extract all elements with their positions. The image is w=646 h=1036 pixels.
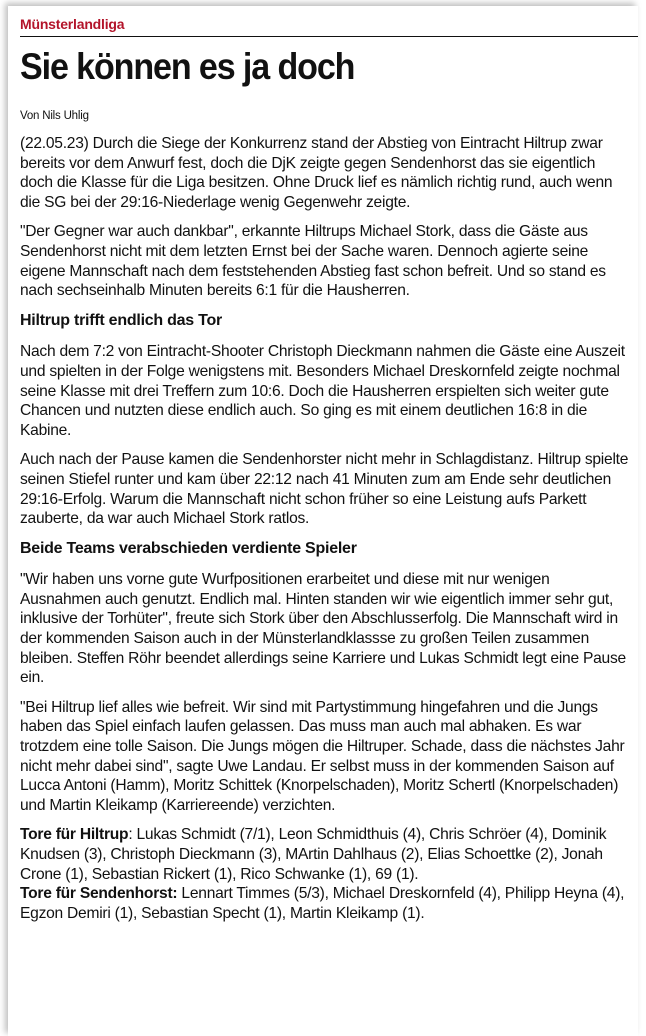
- divider: [20, 36, 638, 37]
- paragraph: Nach dem 7:2 von Eintracht-Shooter Christoph Dieckmann nahmen die Gäste eine Auszeit und spielten in der Folge wenigstens mit. Besonders Michael Dreskornfeld zeigte nochmal seine Klasse mit drei Treffern zum 10:6. Doch die Hausherren erspielten sich weiter gute Chancen und nutzten diese endlich auch. So ging es mit einem deutlichen 16:8 in die Kabine.: [20, 343, 625, 439]
- scorers-hiltrup-label: Tore für Hiltrup: [20, 826, 129, 844]
- paragraph: (22.05.23) Durch die Siege der Konkurrenz stand der Abstieg von Eintracht Hiltrup zwar bereits vor dem Anwurf fest, doch die DjK zeigte gegen Sendenhorst das sie eigentlich doch die Klasse für die Liga besitzen. Ohne Druck lief es nämlich richtig rund, auch wenn die SG bei der 29:16-Niederlage wenig Gegenwehr zeigte.: [20, 135, 613, 211]
- paragraph: "Der Gegner war auch dankbar", erkannte Hiltrups Michael Stork, dass die Gäste aus Sendenhorst nicht mit dem letzten Ernst bei der Sache waren. Dennoch agierte seine eigene Mannschaft nach dem feststehenden Abstieg fast schon befreit. Und so stand es nach sechseinhalb Minuten bereits 6:1 für die Hausherren.: [20, 223, 606, 300]
- article-body: [20, 134, 632, 923]
- subheading: Beide Teams verabschieden verdiente Spieler: [20, 539, 357, 557]
- scorers-sendenhorst: [20, 884, 632, 923]
- subheading: Hiltrup trifft endlich das Tor: [20, 311, 222, 329]
- scorers: [20, 825, 632, 923]
- scorers-sendenhorst-label: Tore für Sendenhorst:: [20, 885, 178, 903]
- article-title: Sie können es ja doch: [20, 46, 355, 87]
- article-card: [8, 6, 638, 1036]
- scorers-hiltrup: [20, 825, 632, 884]
- paragraph: Auch nach der Pause kamen die Sendenhorster nicht mehr in Schlagdistanz. Hiltrup spielte seinen Stiefel runter und kam über 22:12 nach 41 Minuten zum am Ende sehr deutlichen 29:16-Erfolg. Warum die Mannschaft nicht schon früher so eine Leistung aufs Parkett zauberte, da war auch Michael Stork ratlos.: [20, 451, 629, 528]
- paragraph: "Wir haben uns vorne gute Wurfpositionen erarbeitet und diese mit nur wenigen Ausnahmen auch genutzt. Endlich mal. Hinten standen wir wie eigentlich immer sehr gut, inklusive der Torhüter", freute sich Stork über den Abschlusserfolg. Die Mannschaft wird in der kommenden Saison auch in der Münsterlandklassse zu großen Teilen zusammen bleiben. Steffen Röhr beendet allerdings seine Karriere und Lukas Schmidt legt eine Pause ein.: [20, 571, 626, 687]
- category-label[interactable]: Münsterlandliga: [20, 16, 125, 32]
- byline: Von Nils Uhlig: [20, 110, 89, 122]
- scorers-sendenhorst-list: Lennart Timmes (5/3), Michael Dreskornfeld (4), Philipp Heyna (4), Egzon Demiri (1), Sebastian Specht (1), Martin Kleikamp (1).: [20, 885, 625, 922]
- paragraph: "Bei Hiltrup lief alles wie befreit. Wir sind mit Partystimmung hingefahren und die Jungs haben das Spiel einfach laufen gelassen. Das muss man auch mal abhaken. Es war trotzdem eine tolle Saison. Die Jungs mögen die Hiltruper. Schade, dass die nächstes Jahr nicht mehr dabei sind", sagte Uwe Landau. Er selbst muss in der kommenden Saison auf Lucca Antoni (Hamm), Moritz Schittek (Knorpelschaden), Moritz Schertl (Knorpelschaden) und Martin Kleikamp (Karriereende) verzichten.: [20, 698, 625, 814]
- scorers-hiltrup-list: : Lukas Schmidt (7/1), Leon Schmidthuis (4), Chris Schröer (4), Dominik Knudsen (3), Christoph Dieckmann (3), MArtin Dahlhaus (2), Elias Schoettke (2), Jonah Crone (1), Sebastian Rickert (1), Rico Schwanke (1), 69 (1).: [20, 826, 607, 883]
